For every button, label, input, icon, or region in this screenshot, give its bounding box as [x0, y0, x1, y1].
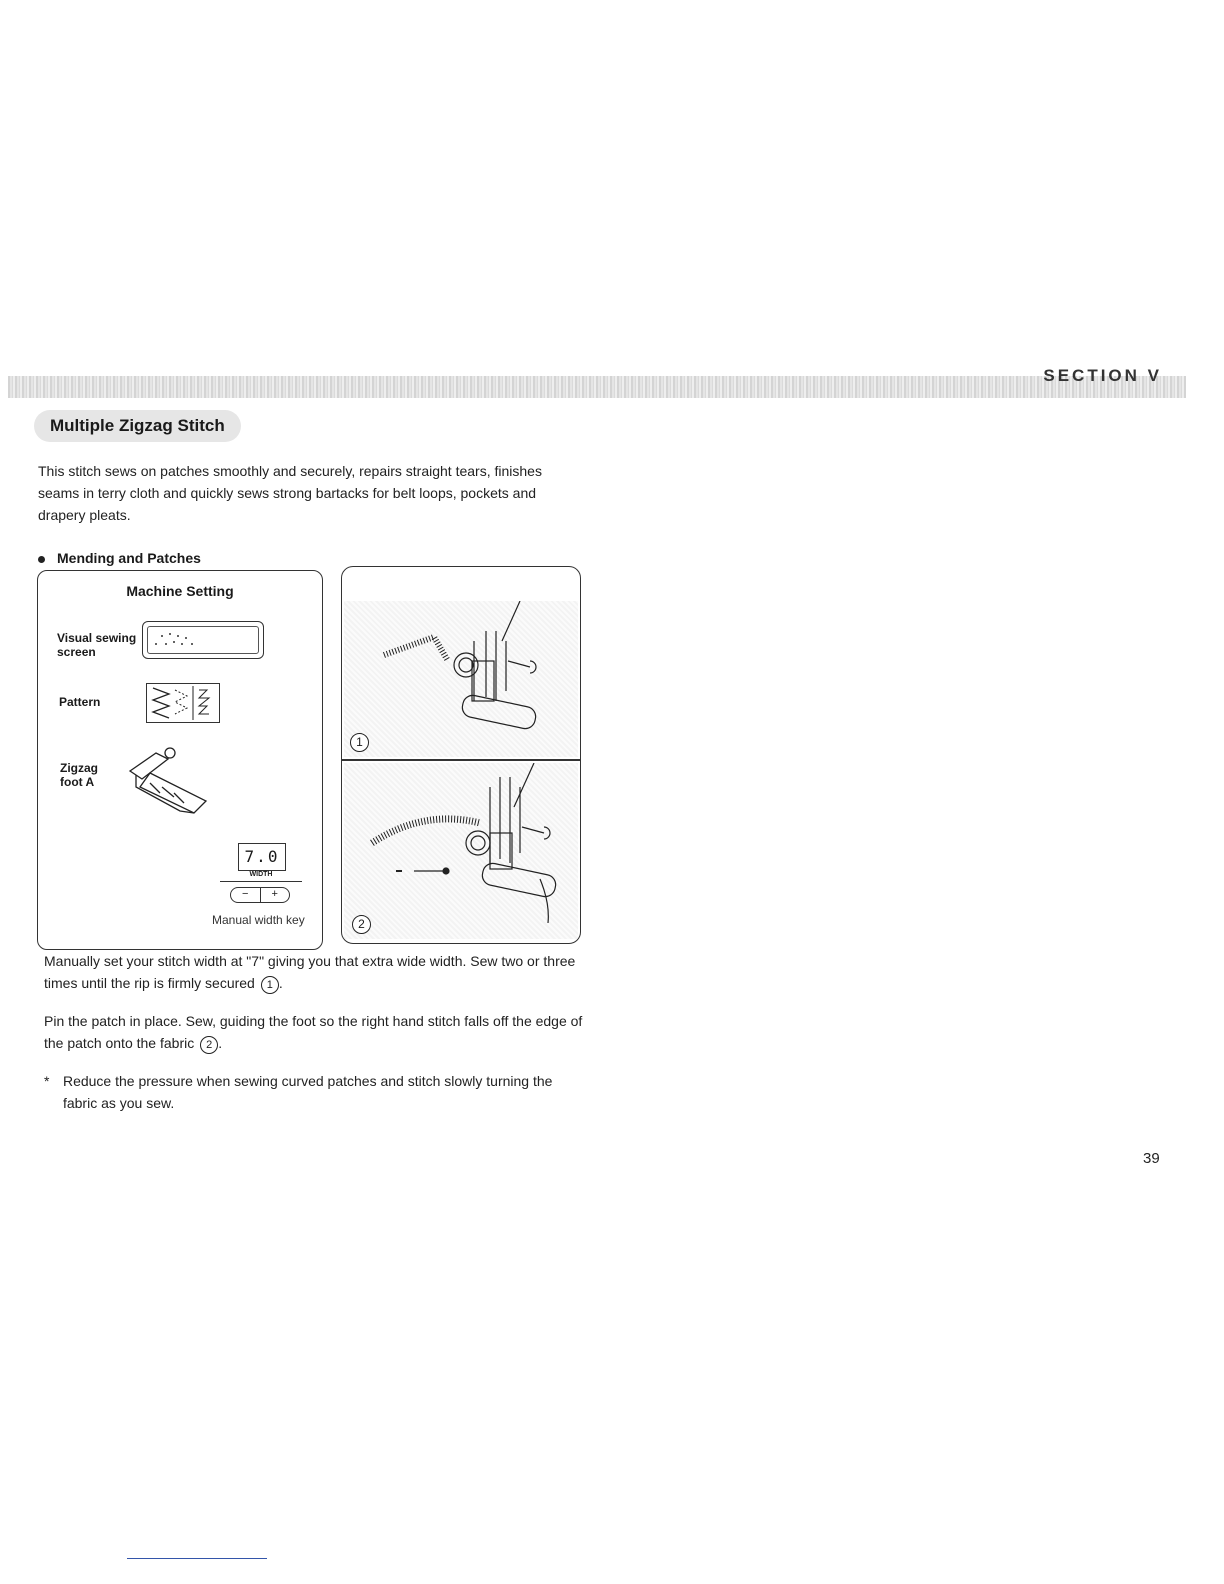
illustration-1-marker: 1 [350, 733, 369, 752]
foot-label-line1: Zigzag [60, 761, 98, 775]
body-paragraph-2-text: Pin the patch in place. Sew, guiding the foot so the right hand stitch falls off the edge of the patch onto the fabric [44, 1013, 583, 1051]
body-paragraph-1 [44, 950, 584, 994]
body-paragraph-2-end: . [218, 1035, 223, 1051]
body-paragraph-1-end: . [278, 975, 283, 991]
foot-label [60, 761, 98, 789]
width-plus-key: + [261, 887, 291, 903]
machine-setting-title: Machine Setting [126, 583, 234, 599]
sewing-foot-illustration-2 [344, 763, 578, 939]
bullet-dot-icon [38, 556, 45, 563]
machine-setting-panel [37, 570, 323, 950]
note-asterisk: * [44, 1073, 50, 1089]
subheading-text: Mending and Patches [57, 550, 201, 566]
note-paragraph [44, 1070, 584, 1114]
pattern-key [146, 683, 220, 723]
subheading [38, 550, 201, 566]
zigzag-foot-icon [120, 743, 220, 823]
page-title: Multiple Zigzag Stitch [34, 410, 241, 442]
body-paragraph-2-ref: 2 [200, 1036, 218, 1054]
illustration-2 [344, 763, 578, 939]
body-paragraph-1-ref: 1 [261, 976, 279, 994]
pattern-label: Pattern [59, 695, 101, 709]
width-minus-key: − [230, 887, 261, 903]
visual-screen-label-line1: Visual sewing [57, 631, 137, 645]
sewing-foot-illustration-1 [344, 601, 578, 757]
visual-screen-label-line2: screen [57, 645, 96, 659]
stitch-dots-icon [148, 627, 208, 651]
section-label: SECTION V [1043, 366, 1162, 385]
note-text: Reduce the pressure when sewing curved patches and stitch slowly turning the fabric as you sew. [62, 1073, 553, 1111]
illustration-2-marker: 2 [352, 915, 371, 934]
manual-width-keys [230, 887, 290, 903]
width-display: 7.0 [238, 843, 286, 871]
visual-sewing-screen [142, 621, 264, 659]
body-paragraph-2 [44, 1010, 584, 1054]
visual-screen-label [57, 631, 136, 659]
illustration-1 [344, 601, 578, 757]
foot-label-line2: foot A [60, 775, 95, 789]
illustration-divider [342, 759, 580, 761]
header-band [8, 376, 1186, 398]
visual-screen-display [147, 626, 259, 654]
body-paragraph-1-text: Manually set your stitch width at "7" giving you that extra wide width. Sew two or three times until the rip is firmly secured [44, 953, 576, 991]
intro-paragraph: This stitch sews on patches smoothly and securely, repairs straight tears, finishes seams in terry cloth and quickly sews strong bartacks for belt loops, pockets and drapery pleats. [38, 463, 542, 523]
zigzag-pattern-icon [147, 684, 219, 722]
page-number: 39 [1143, 1150, 1160, 1167]
width-label: WIDTH [249, 871, 273, 878]
footer-line [127, 1558, 267, 1559]
width-rule [220, 881, 302, 882]
manual-width-key-label: Manual width key [212, 913, 305, 927]
illustration-panel [341, 566, 581, 944]
